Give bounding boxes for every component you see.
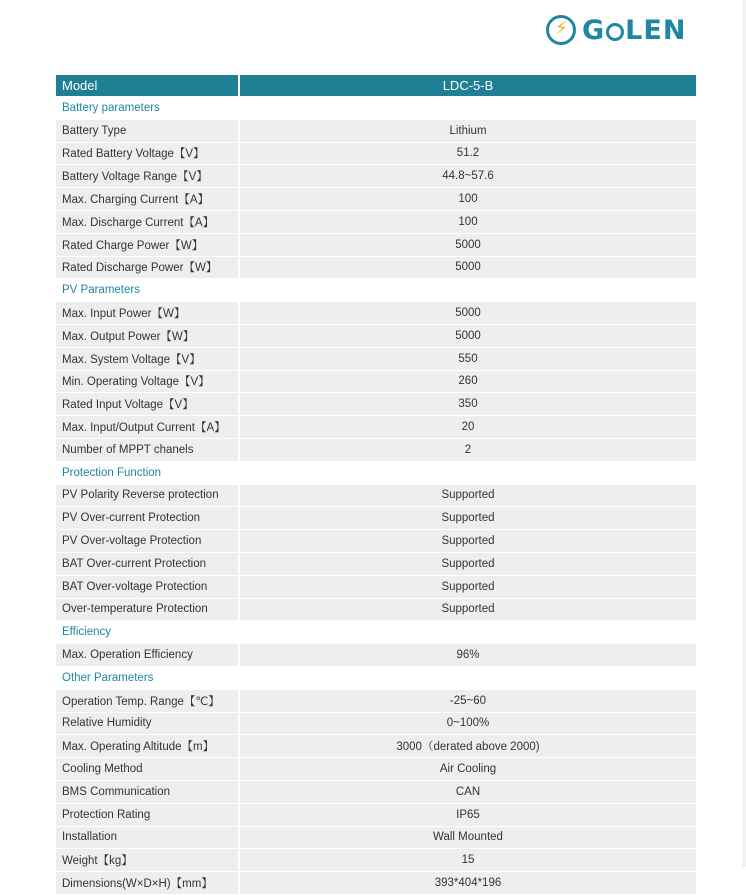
row-label: Max. Discharge Current【A】 <box>56 210 239 233</box>
section-header <box>56 666 696 689</box>
section-title: Other Parameters <box>56 666 696 689</box>
row-value: Supported <box>239 575 696 598</box>
table-row <box>56 165 696 188</box>
row-value: 96% <box>239 644 696 667</box>
row-value: Supported <box>239 507 696 530</box>
row-label: Battery Voltage Range【V】 <box>56 165 239 188</box>
row-value: 393*404*196 <box>239 872 696 895</box>
table-row <box>56 735 696 758</box>
row-value: 5000 <box>239 324 696 347</box>
row-label: Installation <box>56 826 239 849</box>
row-value: Lithium <box>239 119 696 142</box>
table-row <box>56 256 696 279</box>
row-label: Over-temperature Protection <box>56 598 239 621</box>
row-label: Max. System Voltage【V】 <box>56 347 239 370</box>
row-value: Supported <box>239 484 696 507</box>
row-label: Max. Input/Output Current【A】 <box>56 416 239 439</box>
row-label: Rated Battery Voltage【V】 <box>56 142 239 165</box>
row-value: 20 <box>239 416 696 439</box>
row-label: Cooling Method <box>56 758 239 781</box>
table-row <box>56 507 696 530</box>
table-row <box>56 552 696 575</box>
table-row <box>56 598 696 621</box>
table-row <box>56 210 696 233</box>
row-value: 550 <box>239 347 696 370</box>
row-value: 0~100% <box>239 712 696 735</box>
table-row <box>56 393 696 416</box>
table-row <box>56 872 696 895</box>
row-value: 5000 <box>239 233 696 256</box>
table-row <box>56 119 696 142</box>
row-value: Supported <box>239 552 696 575</box>
table-row <box>56 644 696 667</box>
row-value: 100 <box>239 188 696 211</box>
row-label: Operation Temp. Range【℃】 <box>56 689 239 712</box>
row-label: PV Over-current Protection <box>56 507 239 530</box>
row-value: 100 <box>239 210 696 233</box>
brand-logo <box>546 12 688 48</box>
section-header <box>56 621 696 644</box>
table-row <box>56 689 696 712</box>
row-label: Rated Charge Power【W】 <box>56 233 239 256</box>
table-row <box>56 849 696 872</box>
lightning-bolt-icon: ⚡ <box>546 15 576 45</box>
row-value: -25~60 <box>239 689 696 712</box>
row-label: Dimensions(W×D×H)【mm】 <box>56 872 239 895</box>
row-value: IP65 <box>239 803 696 826</box>
table-row <box>56 712 696 735</box>
row-label: Max. Charging Current【A】 <box>56 188 239 211</box>
row-value: 3000（derated above 2000) <box>239 735 696 758</box>
header-label: Model <box>56 75 239 97</box>
row-label: BAT Over-current Protection <box>56 552 239 575</box>
row-label: Max. Output Power【W】 <box>56 324 239 347</box>
table-row <box>56 484 696 507</box>
table-row <box>56 233 696 256</box>
table-row <box>56 347 696 370</box>
row-value: Air Cooling <box>239 758 696 781</box>
section-title: PV Parameters <box>56 279 696 302</box>
row-value: 51.2 <box>239 142 696 165</box>
row-value: 260 <box>239 370 696 393</box>
table-row <box>56 826 696 849</box>
row-label: PV Over-voltage Protection <box>56 530 239 553</box>
table-row <box>56 438 696 461</box>
page-edge <box>742 0 746 867</box>
section-header <box>56 97 696 120</box>
table-header <box>56 75 696 97</box>
row-value: 350 <box>239 393 696 416</box>
header-model: LDC-5-B <box>239 75 696 97</box>
row-label: Max. Operation Efficiency <box>56 644 239 667</box>
row-label: Battery Type <box>56 119 239 142</box>
table-row <box>56 188 696 211</box>
row-label: BAT Over-voltage Protection <box>56 575 239 598</box>
row-value: Supported <box>239 530 696 553</box>
row-label: Max. Operating Altitude【m】 <box>56 735 239 758</box>
row-label: BMS Communication <box>56 780 239 803</box>
brand-name: G LEN <box>582 14 687 46</box>
table-row <box>56 575 696 598</box>
table-row <box>56 416 696 439</box>
section-title: Battery parameters <box>56 97 696 120</box>
spec-table <box>56 75 696 895</box>
row-value: CAN <box>239 780 696 803</box>
table-row <box>56 302 696 325</box>
table-row <box>56 370 696 393</box>
table-row <box>56 324 696 347</box>
row-value: 15 <box>239 849 696 872</box>
row-value: Supported <box>239 598 696 621</box>
row-label: PV Polarity Reverse protection <box>56 484 239 507</box>
row-value: Wall Mounted <box>239 826 696 849</box>
table-row <box>56 803 696 826</box>
row-label: Min. Operating Voltage【V】 <box>56 370 239 393</box>
row-value: 5000 <box>239 302 696 325</box>
row-value: 2 <box>239 438 696 461</box>
section-header <box>56 279 696 302</box>
section-title: Efficiency <box>56 621 696 644</box>
row-label: Rated Input Voltage【V】 <box>56 393 239 416</box>
row-label: Max. Input Power【W】 <box>56 302 239 325</box>
table-row <box>56 758 696 781</box>
row-label: Relative Humidity <box>56 712 239 735</box>
table-row <box>56 530 696 553</box>
row-label: Number of MPPT chanels <box>56 438 239 461</box>
table-row <box>56 142 696 165</box>
row-label: Rated Discharge Power【W】 <box>56 256 239 279</box>
row-label: Weight【kg】 <box>56 849 239 872</box>
row-value: 44.8~57.6 <box>239 165 696 188</box>
row-value: 5000 <box>239 256 696 279</box>
row-label: Protection Rating <box>56 803 239 826</box>
section-title: Protection Function <box>56 461 696 484</box>
section-header <box>56 461 696 484</box>
table-row <box>56 780 696 803</box>
